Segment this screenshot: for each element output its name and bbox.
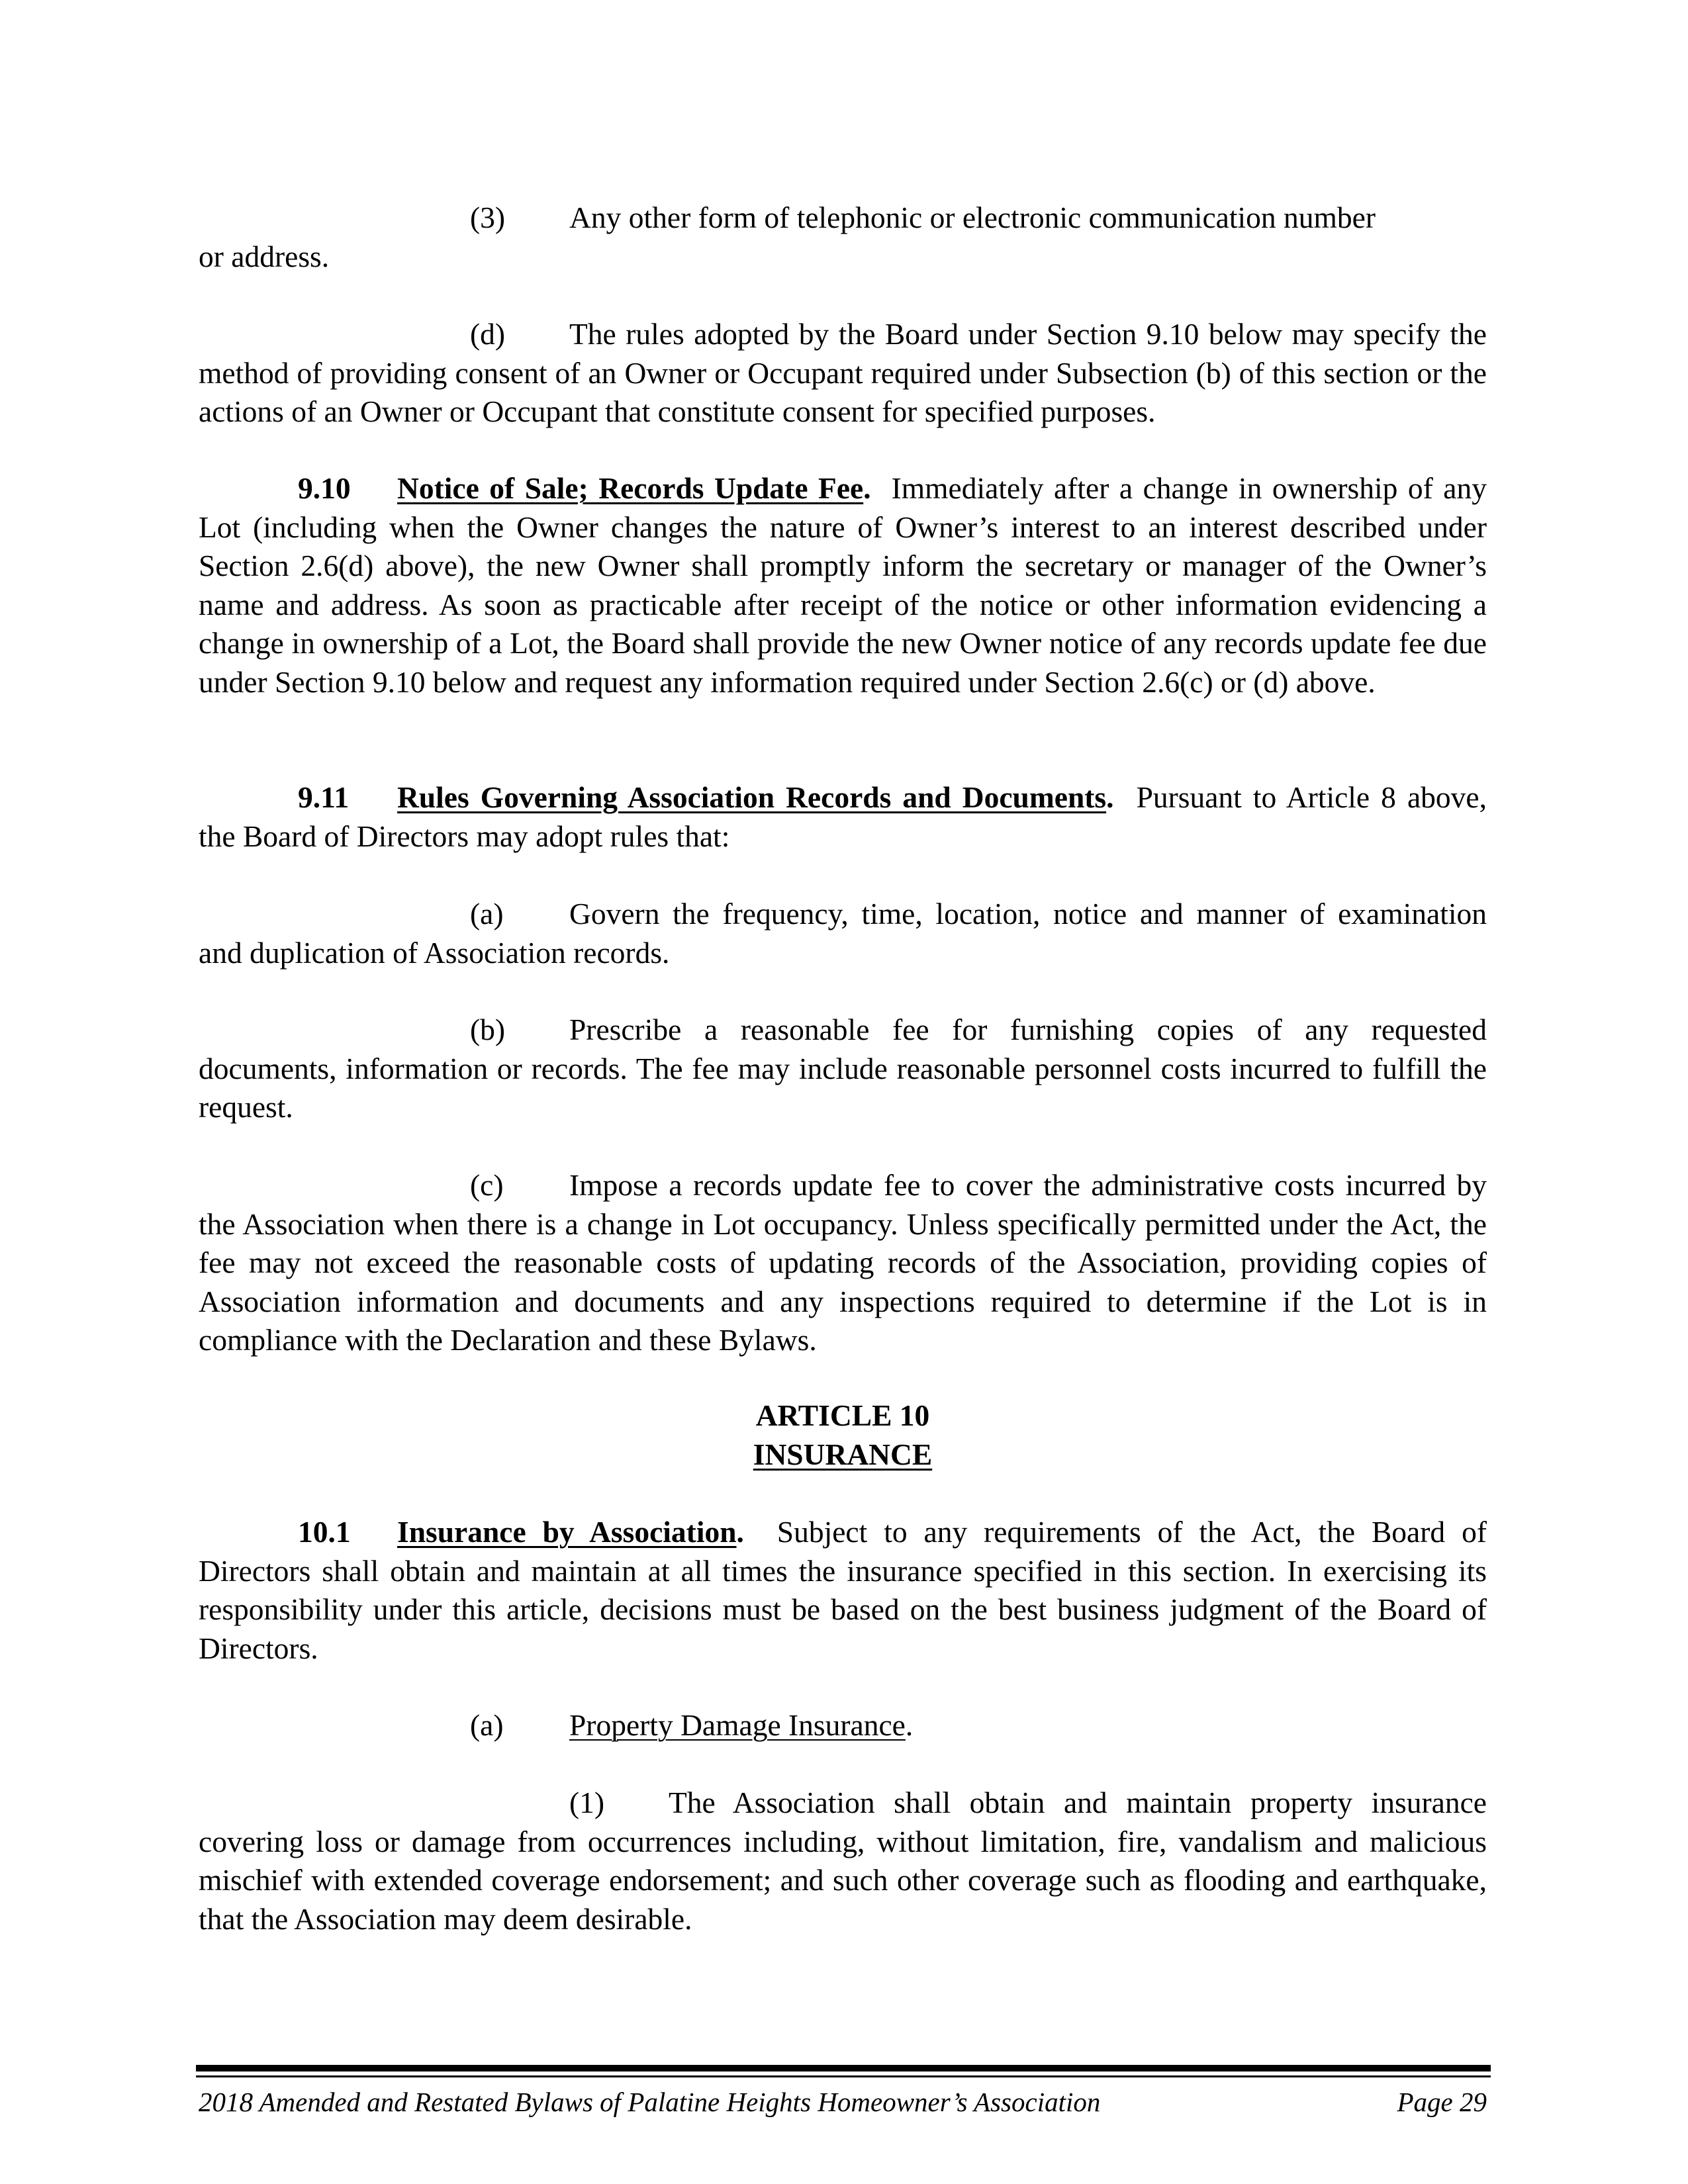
section-title: Rules Governing Association Records and Documents: [397, 780, 1107, 814]
section-title: Notice of Sale; Records Update Fee: [397, 471, 864, 505]
paragraph-number: (a): [470, 897, 504, 931]
section-number: 9.11: [298, 780, 350, 814]
article-title: INSURANCE: [753, 1437, 933, 1471]
paragraph-number: (1): [569, 1786, 605, 1819]
paragraph-continuation: or address.: [199, 239, 330, 273]
paragraph-text: The rules adopted by the Board under Section 9.10 below may specify the method of providing consent of an Owner or Occupant required under Subsection (b) of this section or the actions of an Owner or Occupant that constitute consent for specified purposes.: [199, 317, 1487, 428]
paragraph-text: Any other form of telephonic or electronic communication number: [569, 201, 1376, 234]
section-title: Insurance by Association: [397, 1515, 737, 1549]
section-9-11: 9.11 Rules Governing Association Records and Documents. Pursuant to Article 8 above, the Board of Directors may adopt rules that:: [199, 778, 1487, 856]
subsection-a: (a) Property Damage Insurance.: [199, 1706, 1487, 1745]
section-text: Pursuant to Article 8 above, the Board of Directors may adopt rules that:: [199, 780, 1487, 853]
paragraph-number: (a): [470, 1708, 504, 1742]
paragraph-d: [199, 315, 1487, 432]
section-text: Subject to any requirements of the Act, the Board of Directors shall obtain and maintain at all times the insurance specified in this section. In exercising its responsibility under this article, decisions must be based on the best business judgment of the Board of Directors.: [199, 1515, 1487, 1665]
footer-title: 2018 Amended and Restated Bylaws of Palatine Heights Homeowner’s Association: [199, 2087, 1101, 2117]
section-number: 9.10: [298, 471, 351, 505]
paragraph-text: The Association shall obtain and maintain property insurance covering loss or damage from occurrences including, without limitation, fire, vandalism and malicious mischief with extended coverage endorsement; and such other coverage such as flooding and earthquake, that the Association may deem desirable.: [199, 1786, 1487, 1936]
section-9-10: 9.10 Notice of Sale; Records Update Fee. Immediately after a change in ownership of any Lot (including when the Owner changes the nature of Owner’s interest to an interest described under Section 2.6(d) above), the new Owner shall promptly inform the secretary or manager of the Owner’s name and address. As soon as practicable after receipt of the notice or other information evidencing a change in ownership of a Lot, the Board shall provide the new Owner notice of any records update fee due under Section 9.10 below and request any information required under Section 2.6(c) or (d) above.: [199, 469, 1487, 702]
paragraph-3: [199, 199, 1487, 276]
paragraph-c: [199, 1166, 1487, 1360]
paragraph-1: [199, 1784, 1487, 1938]
page-number: Page 29: [1397, 2087, 1487, 2117]
footer-rule-thick: [196, 2065, 1491, 2071]
section-number: 10.1: [298, 1515, 351, 1549]
paragraph-number: (b): [470, 1013, 506, 1046]
paragraph-a: [199, 895, 1487, 972]
paragraph-text: Impose a records update fee to cover the administrative costs incurred by the Association when there is a change in Lot occupancy. Unless specifically permitted under the Act, the fee may not exceed the reasonable costs of updating records of the Association, providing copies of Association information and documents and any inspections required to determine if the Lot is in compliance with the Declaration and these Bylaws.: [199, 1168, 1487, 1357]
subsection-title: Property Damage Insurance: [569, 1708, 906, 1742]
paragraph-b: [199, 1011, 1487, 1127]
footer: [199, 2085, 1487, 2119]
paragraph-text: Govern the frequency, time, location, notice and manner of examination and duplication of Association records.: [199, 897, 1487, 970]
footer-rule-thin: [196, 2075, 1491, 2077]
article-heading: [199, 1396, 1487, 1474]
section-10-1: 10.1 Insurance by Association. Subject to any requirements of the Act, the Board of Directors shall obtain and maintain at all times the insurance specified in this section. In exercising its responsibility under this article, decisions must be based on the best business judgment of the Board of Directors.: [199, 1513, 1487, 1668]
paragraph-text: Prescribe a reasonable fee for furnishing copies of any requested documents, information or records. The fee may include reasonable personnel costs incurred to fulfill the request.: [199, 1013, 1487, 1124]
paragraph-number: (3): [470, 201, 506, 234]
article-number: ARTICLE 10: [755, 1398, 930, 1432]
paragraph-number: (d): [470, 317, 506, 351]
section-text: Immediately after a change in ownership of any Lot (including when the Owner changes the nature of Owner’s interest to an interest described under Section 2.6(d) above), the new Owner shall promptly inform the secretary or manager of the Owner’s name and address. As soon as practicable after receipt of the notice or other information evidencing a change in ownership of a Lot, the Board shall provide the new Owner notice of any records update fee due under Section 9.10 below and request any information required under Section 2.6(c) or (d) above.: [199, 471, 1487, 699]
paragraph-number: (c): [470, 1168, 504, 1202]
